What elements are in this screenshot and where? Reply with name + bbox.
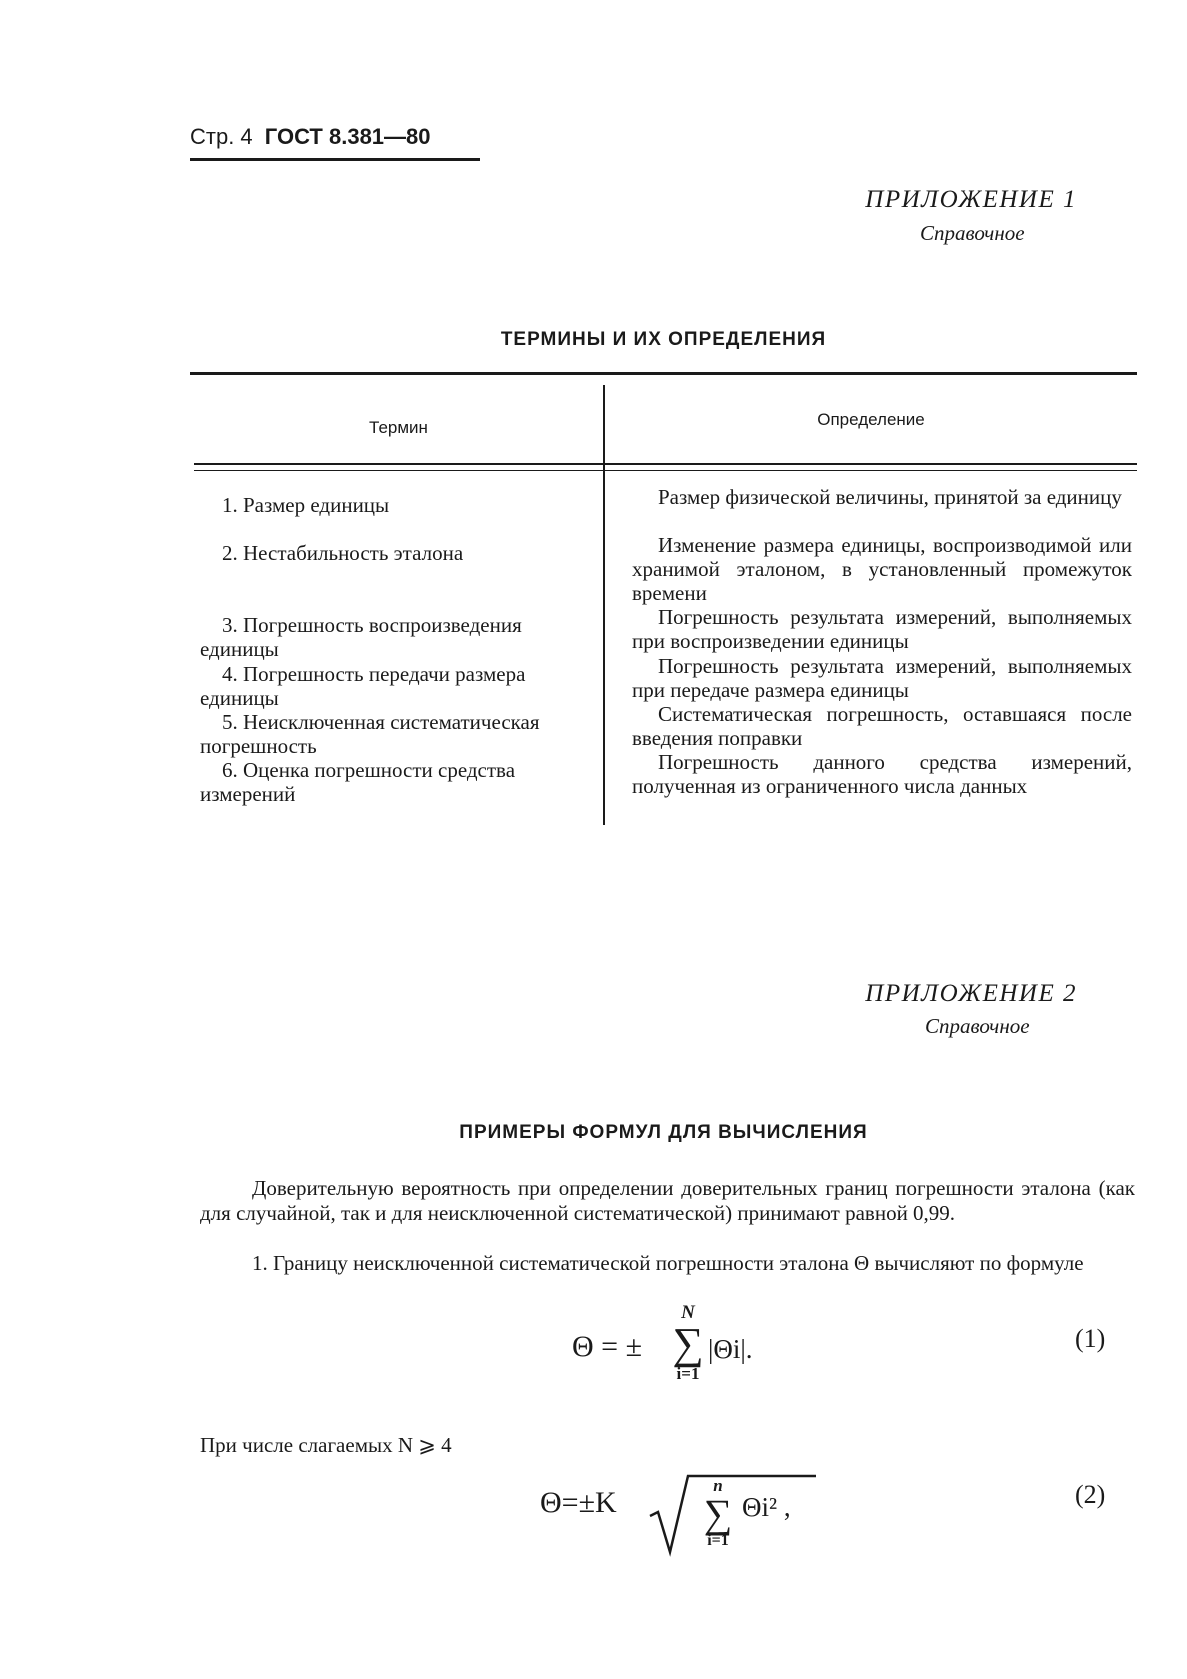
- table-column-divider: [603, 385, 605, 825]
- term-4: 4. Погрешность передачи размера единицы: [200, 662, 526, 710]
- term-5: 5. Неисключенная систематическая погрешность: [200, 710, 540, 758]
- appendix2-type: Справочное: [925, 1014, 1030, 1038]
- table-top-rule: [190, 372, 1137, 375]
- term-2: 2. Нестабильность эталона: [222, 541, 464, 565]
- page-header: [190, 124, 431, 150]
- formula-1-lhs: Θ = ±: [572, 1330, 643, 1363]
- definition-5: Систематическая погрешность, оставшаяся после введения поправки: [632, 702, 1132, 750]
- formula-1: [572, 1330, 642, 1364]
- paragraph-confidence-text: Доверительную вероятность при определении доверительных границ погрешности эталона (как для случайной, так и для неисключенной систематической) принимают равной 0,99.: [200, 1176, 1135, 1225]
- definition-1: Размер физической величины, принятой за единицу: [658, 485, 1122, 509]
- formula-2-upper-limit: n: [713, 1476, 723, 1495]
- appendix2-title: ПРИМЕРЫ ФОРМУЛ ДЛЯ ВЫЧИСЛЕНИЯ: [459, 1122, 868, 1143]
- appendix1-title: ТЕРМИНЫ И ИХ ОПРЕДЕЛЕНИЯ: [500, 329, 827, 350]
- formula-1-number: (1): [1075, 1324, 1106, 1353]
- header-rule: [190, 158, 480, 161]
- appendix2-label: ПРИЛОЖЕНИЕ 2: [865, 980, 1077, 1007]
- definition-2: Изменение размера единицы, воспроизводимой или хранимой эталоном, в установленный промежуток времени: [632, 533, 1132, 605]
- paragraph-boundary-text: 1. Границу неисключенной систематической погрешности эталона Θ вычисляют по формуле: [252, 1251, 1084, 1275]
- paragraph-confidence: [200, 1176, 1135, 1226]
- definition-6: Погрешность данного средства измерений, полученная из ограниченного числа данных: [632, 750, 1132, 798]
- standard-number: ГОСТ 8.381—80: [264, 124, 431, 149]
- table-header-term: Термин: [369, 418, 428, 437]
- formula-2-lower-limit: i=1: [707, 1532, 729, 1549]
- sum-sign-icon: ∑: [672, 1319, 704, 1368]
- page-label: Стр. 4: [190, 124, 253, 149]
- table-header-rule: [194, 463, 1137, 465]
- formula-1-body: |Θi|.: [708, 1334, 753, 1364]
- definition-4: Погрешность результата измерений, выполняемых при передаче размера единицы: [632, 654, 1132, 702]
- sum-sign-icon-2: ∑: [703, 1491, 733, 1536]
- formula-1-sum: [668, 1302, 708, 1384]
- formula-1-lower-limit: i=1: [676, 1364, 700, 1383]
- formula-2-lhs: Θ=±K: [540, 1486, 617, 1519]
- condition-text: При числе слагаемых N ⩾ 4: [200, 1433, 452, 1457]
- formula-2-body: Θi² ,: [742, 1492, 791, 1522]
- table-header-definition: Определение: [817, 410, 925, 429]
- definition-3: Погрешность результата измерений, выполняемых при воспроизведении единицы: [632, 605, 1132, 653]
- formula-2-number: (2): [1075, 1480, 1106, 1509]
- term-1: 1. Размер единицы: [222, 493, 390, 517]
- term-3: 3. Погрешность воспроизведения единицы: [200, 613, 522, 661]
- table-header-rule-thin: [194, 470, 1137, 471]
- appendix1-label: ПРИЛОЖЕНИЕ 1: [865, 186, 1077, 213]
- appendix1-type: Справочное: [920, 221, 1025, 245]
- formula-1-upper-limit: N: [681, 1302, 695, 1323]
- formula-2-sum: [700, 1476, 736, 1550]
- term-6: 6. Оценка погрешности средства измерений: [200, 758, 516, 806]
- paragraph-boundary: [200, 1251, 1135, 1276]
